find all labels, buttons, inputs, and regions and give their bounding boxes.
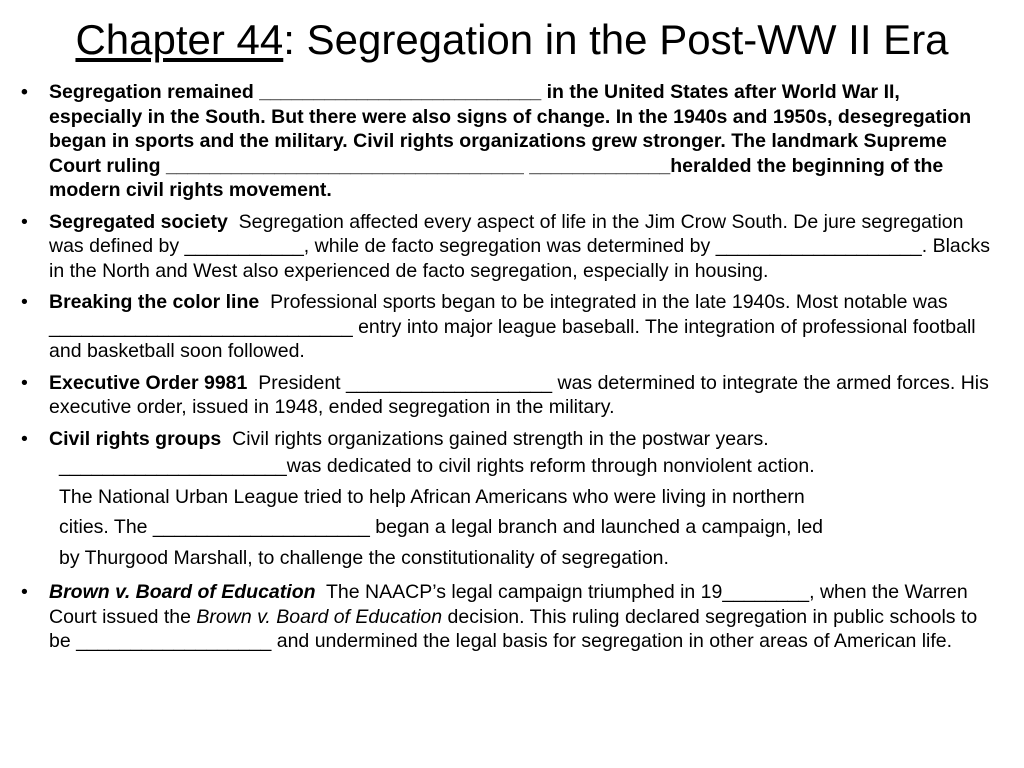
bullet-heading: Breaking the color line [49, 291, 260, 313]
bullet-list [18, 80, 998, 661]
bullet-segregated-society [18, 210, 998, 284]
sub-line: cities. The ____________________ began a legal branch and launched a campaign, led [59, 516, 824, 538]
bullet-text: President ___________________ was determined to integrate the armed forces. His executive order, issued in 1948, ended segregation in the military. [49, 371, 989, 418]
chapter-topic: : Segregation in the Post-WW II Era [283, 16, 949, 63]
bullet-brown-v-board [18, 580, 998, 654]
sub-line: The National Urban League tried to help African Americans who were living in northern [59, 485, 805, 508]
bullet-executive-order [18, 371, 998, 420]
sub-line: _____________________was dedicated to civil rights reform through nonviolent action. [59, 455, 815, 477]
bullet-heading: Brown v. Board of Education [49, 581, 316, 603]
bullet-heading: Segregated society [49, 210, 228, 233]
slide-title [0, 14, 1024, 66]
bullet-color-line [18, 290, 998, 364]
bullet-heading: Executive Order 9981 [49, 371, 248, 394]
bullet-text-cont: decision. This ruling declared segregation in public schools to be __________________ and undermined the legal basis for segregation in other areas of American life. [49, 605, 978, 652]
bullet-intro [18, 80, 998, 203]
sub-line: by Thurgood Marshall, to challenge the constitutionality of segregation. [59, 546, 669, 569]
bullet-text: Segregation remained __________________________ in the United States after World War II, especially in the South. But there were also signs of change. In the 1940s and 1950s, desegregation began in sports and the military. Civil rights organizations grew stronger. The landmark Supreme Court ruling _________________________________ _____________heralded the beginning of the modern civil rights movement. [49, 81, 972, 201]
bullet-text: Civil rights organizations gained strength in the postwar years. [232, 427, 769, 450]
bullet-text: Professional sports began to be integrated in the late 1940s. Most notable was ____________________________ entry into major league baseball. The integration of professional football and basketball soon followed. [49, 291, 976, 362]
bullet-civil-rights-groups [18, 427, 998, 574]
bullet-text: The NAACP’s legal campaign triumphed in 19________, when the Warren Court issued the [49, 581, 968, 628]
bullet-text: Segregation affected every aspect of life in the Jim Crow South. De jure segregation was defined by ___________, while de facto segregation was determined by ___________________. Blacks in the North and West also experienced de facto segregation, especially in housing. [49, 210, 991, 282]
chapter-label: Chapter 44 [75, 16, 284, 63]
bullet-heading: Civil rights groups [49, 427, 222, 450]
case-name: Brown v. Board of Education [196, 605, 443, 628]
